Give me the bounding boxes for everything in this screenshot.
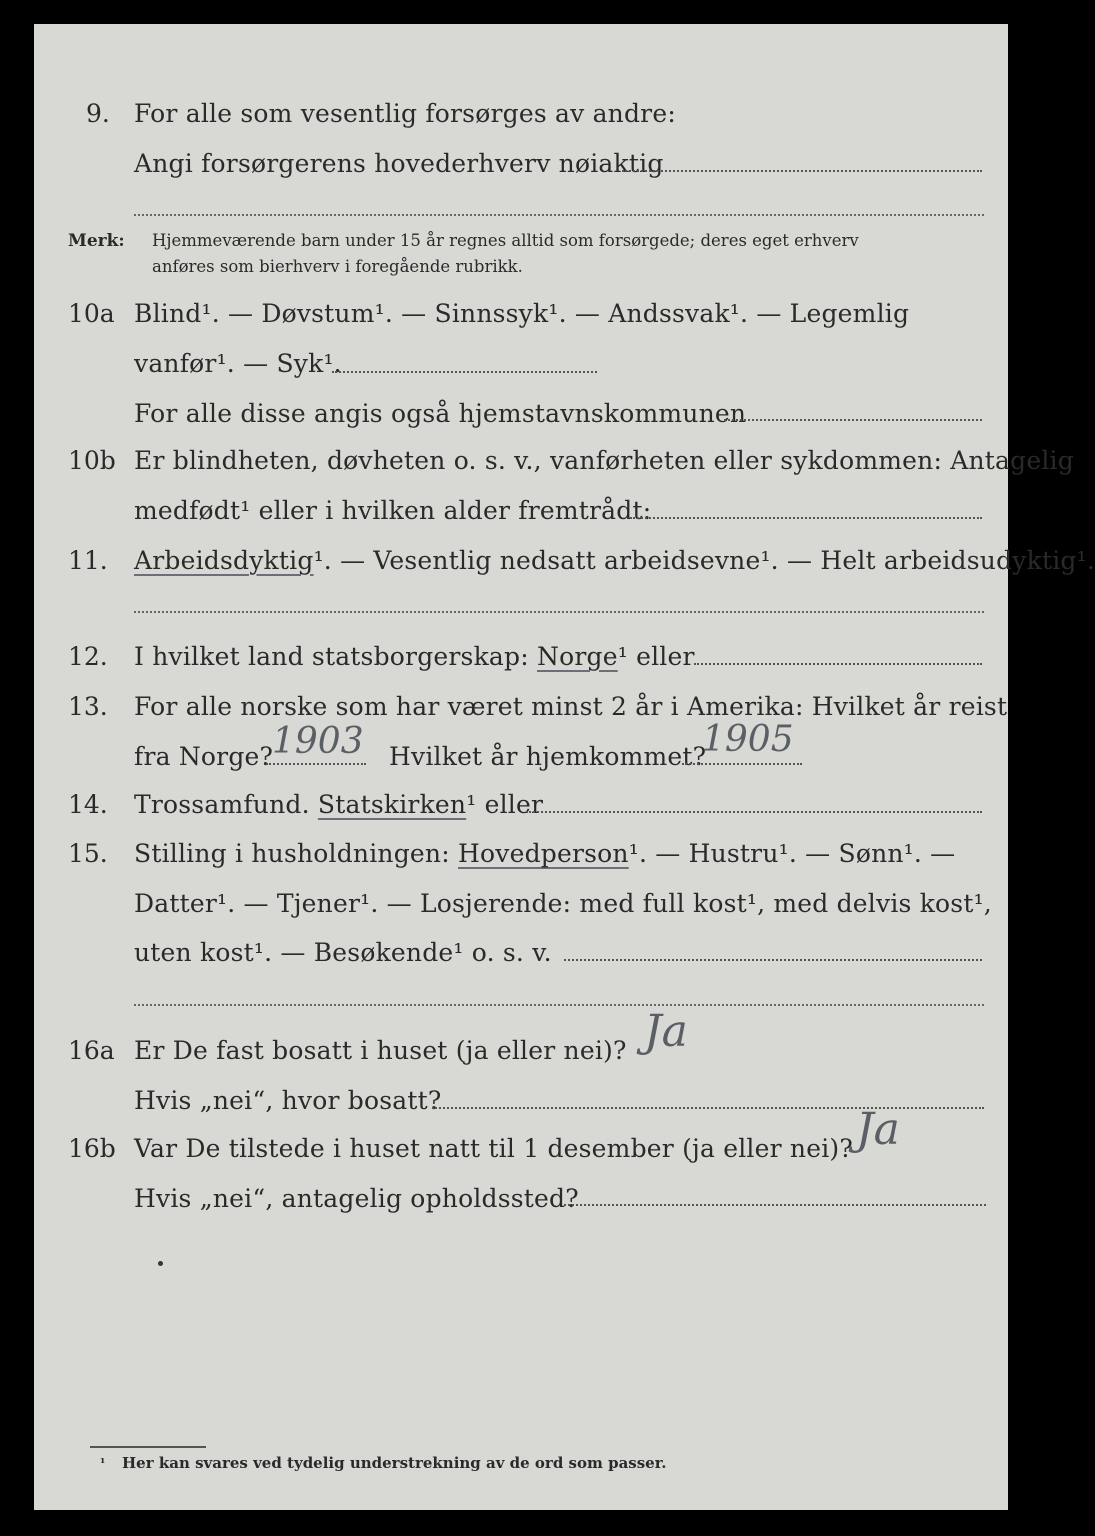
q11-underlined-answer: Arbeidsdyktig [134,546,314,575]
q13-year-home-line [682,763,802,765]
footnote-rule [90,1446,206,1448]
merk-line2: anføres som bierhverv i foregående rubrikk. [152,257,523,276]
q13-line2a: fra Norge? [134,742,274,771]
q11-rest: ¹. — Vesentlig nedsatt arbeidsevne¹. — Helt arbeidsudyktig¹. [313,546,1095,575]
merk-label: Merk: [68,231,125,251]
q10a-line3: For alle disse angis også hjemstavnskommunen [134,399,747,428]
q15-underlined-answer: Hovedperson [458,839,629,868]
q9-line2: Angi forsørgerens hovederhverv nøiaktig [134,149,664,178]
q16a-answer-line [432,1107,984,1109]
q15-line2: Datter¹. — Tjener¹. — Losjerende: med full kost¹, med delvis kost¹, [134,889,992,918]
q12-suffix: ¹ eller [617,642,695,671]
q14-line [134,790,543,819]
q15-extra-line [134,1004,984,1006]
ink-dot [158,1261,163,1266]
q9-line1: For alle som vesentlig forsørges av andre: [134,99,676,128]
q13-line2b: Hvilket år hjemkommet? [389,742,707,771]
q12-underlined-answer: Norge [537,642,618,671]
q13-year-out-line [266,763,366,765]
q15-line1 [134,839,955,868]
q12-prefix: I hvilket land statsborgerskap: [134,642,529,671]
q14-underlined-answer: Statskirken [317,790,467,819]
q10a-answer-line [332,371,597,373]
q10b-number: 10b [68,446,116,475]
q16b-line1: Var De tilstede i huset natt til 1 desember (ja eller nei)? [134,1134,853,1163]
footnote-text: Her kan svares ved tydelig understrekning av de ord som passer. [122,1454,667,1472]
q15-answer-line [564,959,982,961]
footnote-mark: ¹ [100,1456,106,1470]
q13-number: 13. [68,692,108,721]
q16b-answer-line [564,1204,986,1206]
q12-number: 12. [68,642,108,671]
q16a-line2: Hvis „nei“, hvor bosatt? [134,1086,442,1115]
q15-prefix: Stilling i husholdningen: [134,839,450,868]
q9-answer-line [622,170,982,172]
q9-extra-line [134,214,984,216]
q16b-number: 16b [68,1134,116,1163]
q15-line3: uten kost¹. — Besøkende¹ o. s. v. [134,938,552,967]
q12-line [134,642,695,671]
q15-number: 15. [68,839,108,868]
q14-prefix: Trossamfund. [134,790,310,819]
q14-number: 14. [68,790,108,819]
merk-line1: Hjemmeværende barn under 15 år regnes alltid som forsørgede; deres eget erhverv [152,231,859,250]
q11-line [134,546,1095,575]
q16a-line1: Er De fast bosatt i huset (ja eller nei)? [134,1036,627,1065]
q10a-kommune-line [724,419,982,421]
q16a-handwritten-answer: Ja [644,1006,688,1057]
q11-number: 11. [68,546,108,575]
q15-line1-rest: ¹. — Hustru¹. — Sønn¹. — [628,839,956,868]
census-form-page [34,24,1095,1510]
q10a-line1: Blind¹. — Døvstum¹. — Sinnssyk¹. — Andssvak¹. — Legemlig [134,299,910,328]
q10b-line2: medfødt¹ eller i hvilken alder fremtrådt: [134,496,652,525]
q11-extra-line [134,611,984,613]
q9-number: 9. [86,99,110,128]
q10a-line2: vanfør¹. — Syk¹. [134,349,342,378]
q13-line1: For alle norske som har været minst 2 år i Amerika: Hvilket år reist [134,692,1008,721]
q13-handwritten-year-out: 1903 [272,721,364,762]
q16a-number: 16a [68,1036,115,1065]
q10b-line1: Er blindheten, døvheten o. s. v., vanførheten eller sykdommen: Antagelig [134,446,1074,475]
q10a-number: 10a [68,299,115,328]
q12-answer-line [694,663,982,665]
q16b-handwritten-answer: Ja [856,1104,900,1155]
q13-handwritten-year-home: 1905 [702,719,794,760]
q14-suffix: ¹ eller [466,790,544,819]
q10b-answer-line [630,517,982,519]
q14-answer-line [526,811,982,813]
q16b-line2: Hvis „nei“, antagelig opholdssted? [134,1184,579,1213]
